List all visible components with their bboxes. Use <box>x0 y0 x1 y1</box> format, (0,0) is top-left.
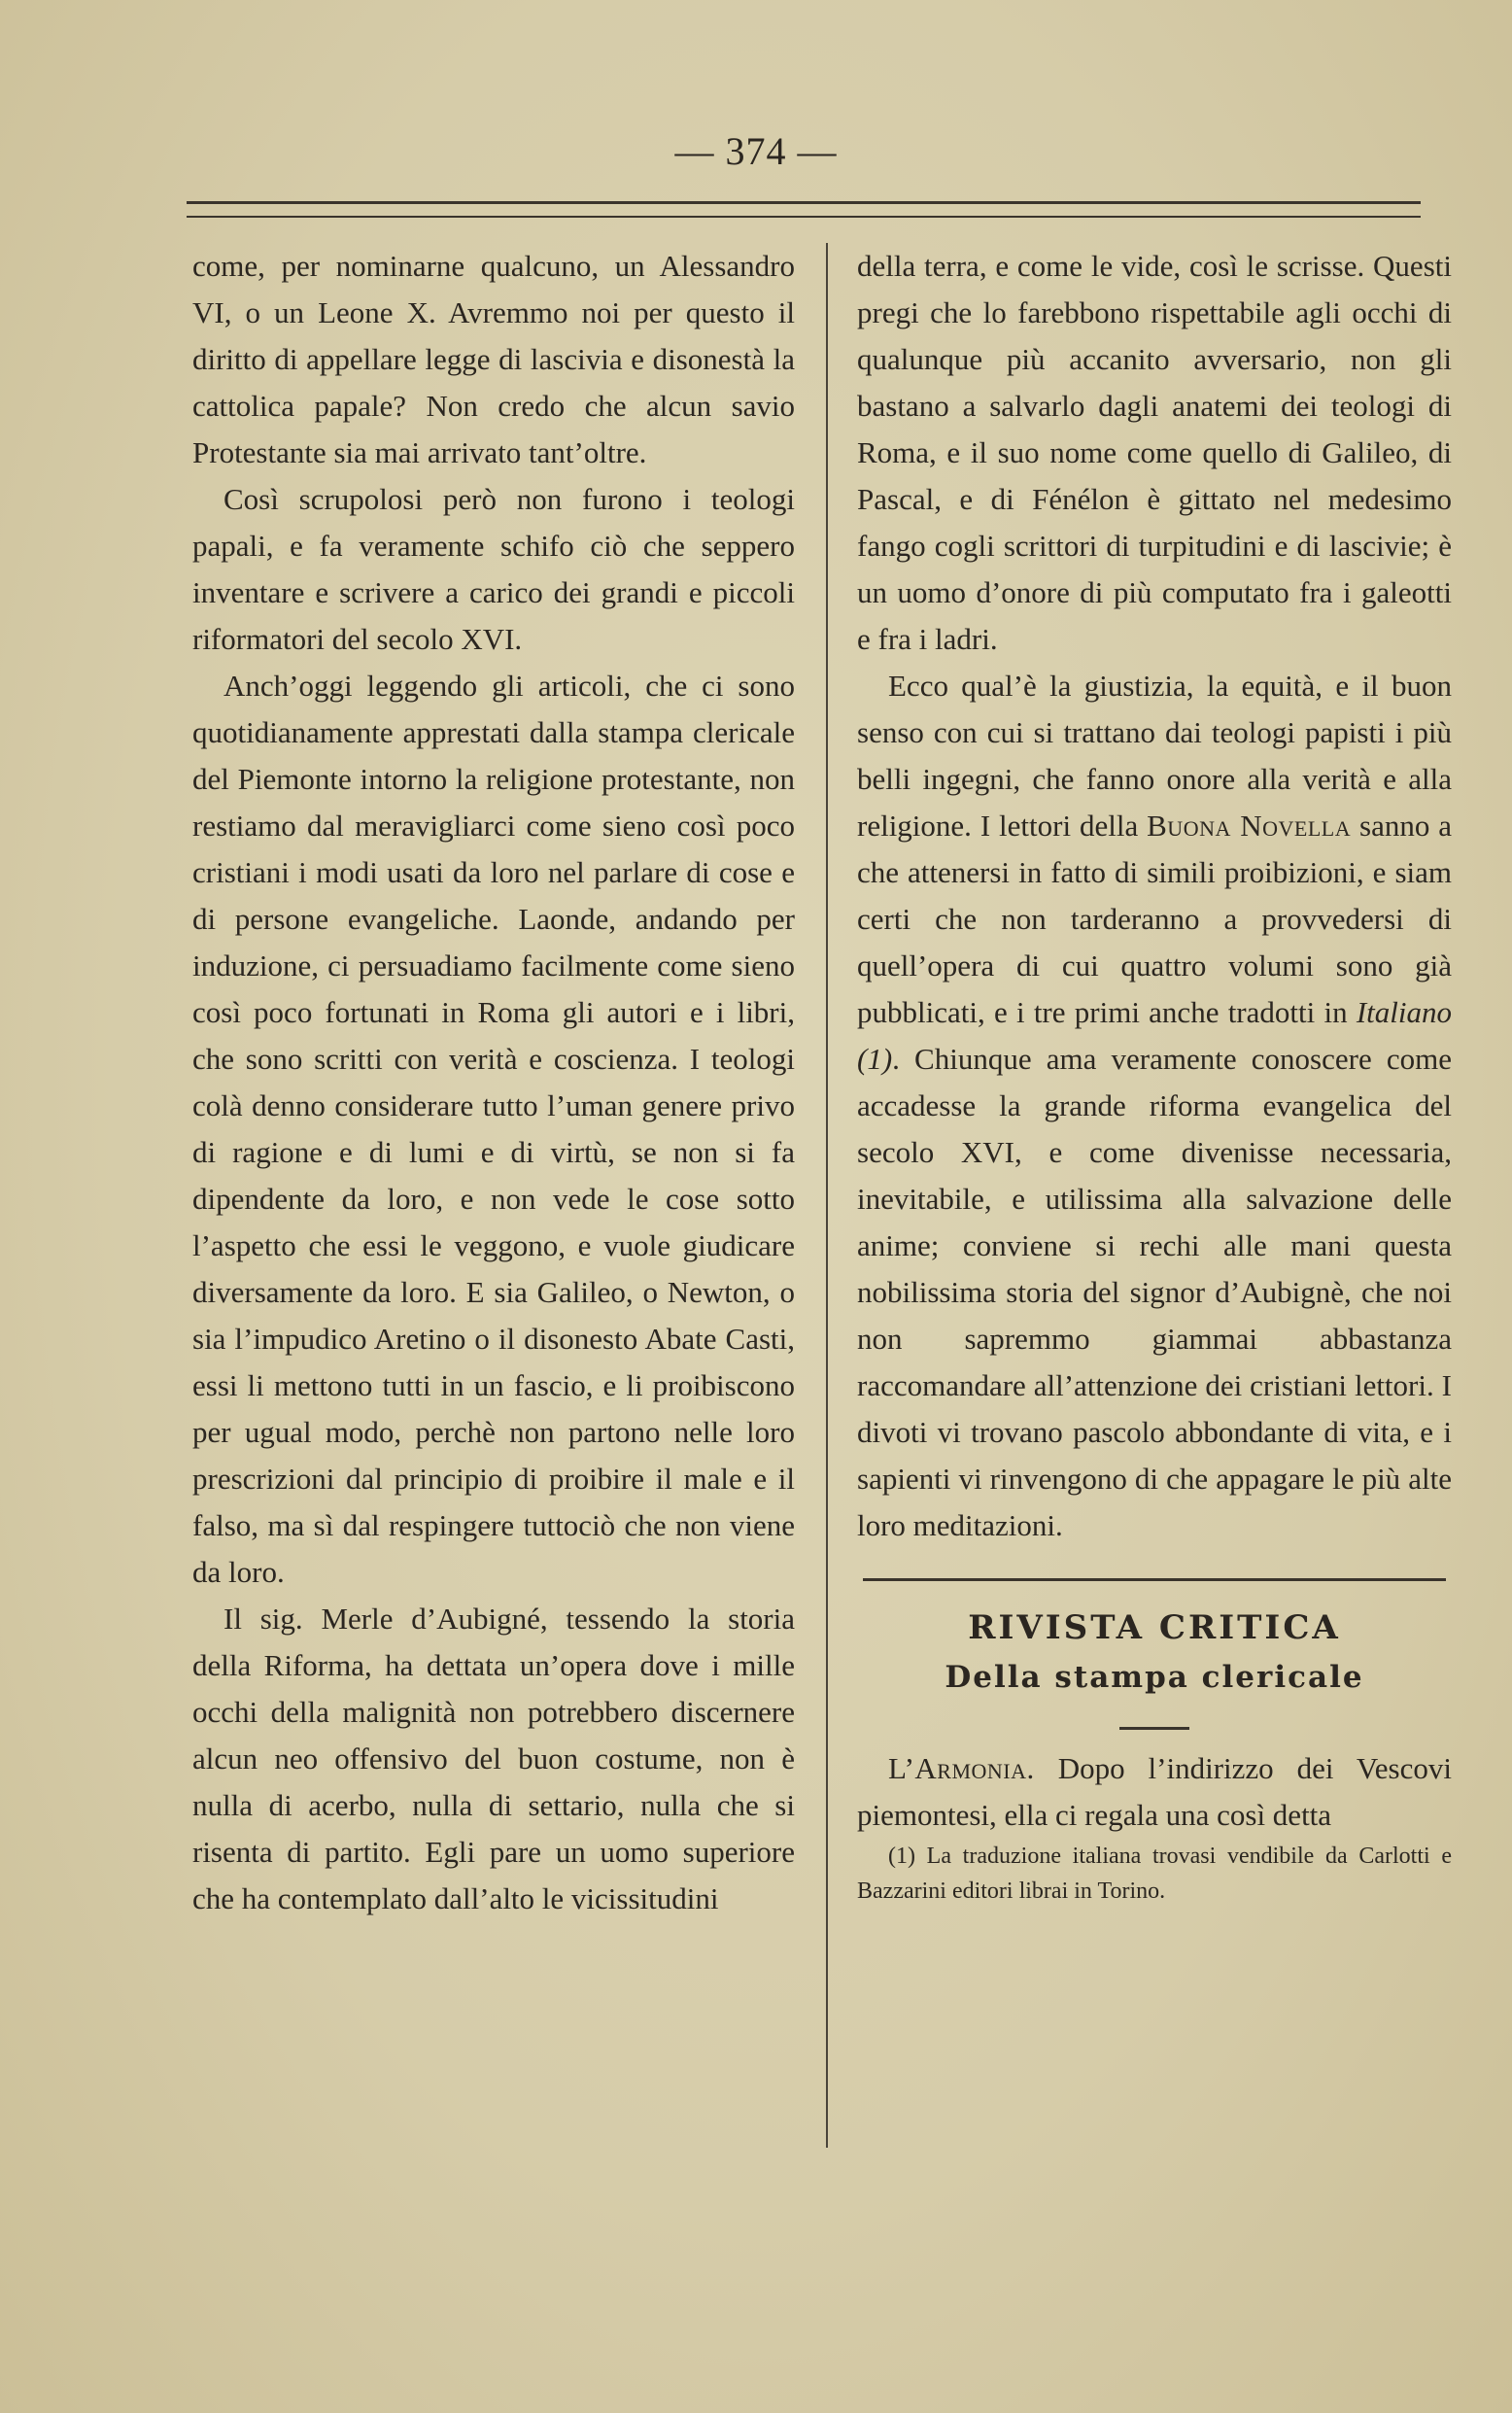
footnote-reference: Italiano (1) <box>857 995 1452 1076</box>
paragraph: Anch’oggi leggendo gli articoli, che ci sono quotidianamente apprestati dalla stampa clericale del Piemonte intorno la religione protestante, non restiamo dal meravigliarci come sieno così poco cristiani i modi usati da loro nel parlare di cose e di persone evangeliche. Laonde, andando per induzione, ci persuadiamo facilmente come sieno così poco fortunati in Roma gli autori e i libri, che sono scritti con verità e coscienza. I teologi colà denno considerare tutto l’uman genere privo di ragione e di lumi e di virtù, se non si fa dipendente da loro, e non vede le cose sotto l’aspetto che essi le veggono, e vuole giudicare diversamente da loro. E sia Galileo, o Newton, o sia l’impudico Aretino o il disonesto Abate Casti, essi li mettono tutti in un fascio, e li proibiscono per ugual modo, perchè non partono nelle loro prescrizioni dal principio di proibire il male e il falso, ma sì dal respingere tuttociò che non viene da loro. <box>192 669 795 1589</box>
footnote: (1) La traduzione italiana trovasi vendibile da Carlotti e Bazzarini editori librai in Torino. <box>857 1844 1452 1904</box>
newspaper-name: L’Armonia. <box>888 1751 1035 1785</box>
column-divider <box>826 243 828 2148</box>
paragraph: Così scrupolosi però non furono i teologi papali, e fa veramente schifo ciò che seppero inventare e scrivere a carico dei grandi e piccoli riformatori del secolo XVI. <box>192 482 795 656</box>
short-rule <box>1119 1727 1189 1730</box>
paragraph-text: . Chiunque ama veramente conoscere come accadesse la grande riforma evangelica del secolo XVI, e come divenisse necessaria, inevitabile, e utilissima alla salvazione delle anime; conviene si rechi alle mani questa nobilissima storia del signor d’Aubignè, che noi non sapremmo giammai abbastanza raccomandare all’attenzione dei cristiani lettori. I divoti vi trovano pascolo abbondante di vita, e i sapienti vi rinvengono di che appagare le più alte loro meditazioni. <box>857 1042 1452 1542</box>
paragraph: Il sig. Merle d’Aubigné, tessendo la storia della Riforma, ha dettata un’opera dove i mille occhi della malignità non potrebbero discernere alcun neo offensivo del buon costume, non è nulla di acerbo, nulla di settario, nulla che si risenta di partito. Egli pare un uomo superiore che ha contemplato dall’alto le vicissitudini <box>192 1602 795 1915</box>
paragraph-text: Dopo l’indirizzo dei Vescovi piemontesi, ella ci regala una così detta <box>857 1751 1452 1832</box>
paragraph-text: Ecco qual’è la giustizia, la equità, e il buon senso con cui si trattano dai teologi papisti i più belli ingegni, che fanno onore alla verità e alla religione. I lettori della <box>857 669 1452 843</box>
right-column <box>857 243 1452 1909</box>
section-rule <box>863 1578 1446 1581</box>
paragraph: come, per nominarne qualcuno, un Alessandro VI, o un Leone X. Avremmo noi per questo il diritto di appellare legge di lascivia e disonestà la cattolica papale? Non credo che alcun savio Protestante sia mai arrivato tant’oltre. <box>192 249 795 469</box>
paragraph-text: sanno a che attenersi in fatto di simili proibizioni, e siam certi che non tarderanno a provvedersi di quell’opera di cui quattro volumi sono già pubblicati, e i tre primi anche tradotti in <box>857 809 1453 1029</box>
paragraph: della terra, e come le vide, così le scrisse. Questi pregi che lo farebbono rispettabile agli occhi di qualunque più accanito avversario, non gli bastano a salvarlo dagli anatemi dei teologi di Roma, e il suo nome come quello di Galileo, di Pascal, e di Fénélon è gittato nel medesimo fango cogli scrittori di turpitudini e di lascivie; è un uomo d’onore di più computato fra i galeotti e fra i ladri. <box>857 249 1452 656</box>
journal-title: Buona Novella <box>1147 809 1352 843</box>
left-column <box>192 243 795 1922</box>
header-rule <box>187 201 1421 218</box>
page-number: — 374 — <box>674 129 838 173</box>
section-subheading: Della stampa clericale <box>945 1660 1364 1695</box>
section-heading: RIVISTA CRITICA <box>968 1608 1341 1647</box>
paragraph <box>857 663 1452 1549</box>
paragraph <box>857 1745 1452 1839</box>
